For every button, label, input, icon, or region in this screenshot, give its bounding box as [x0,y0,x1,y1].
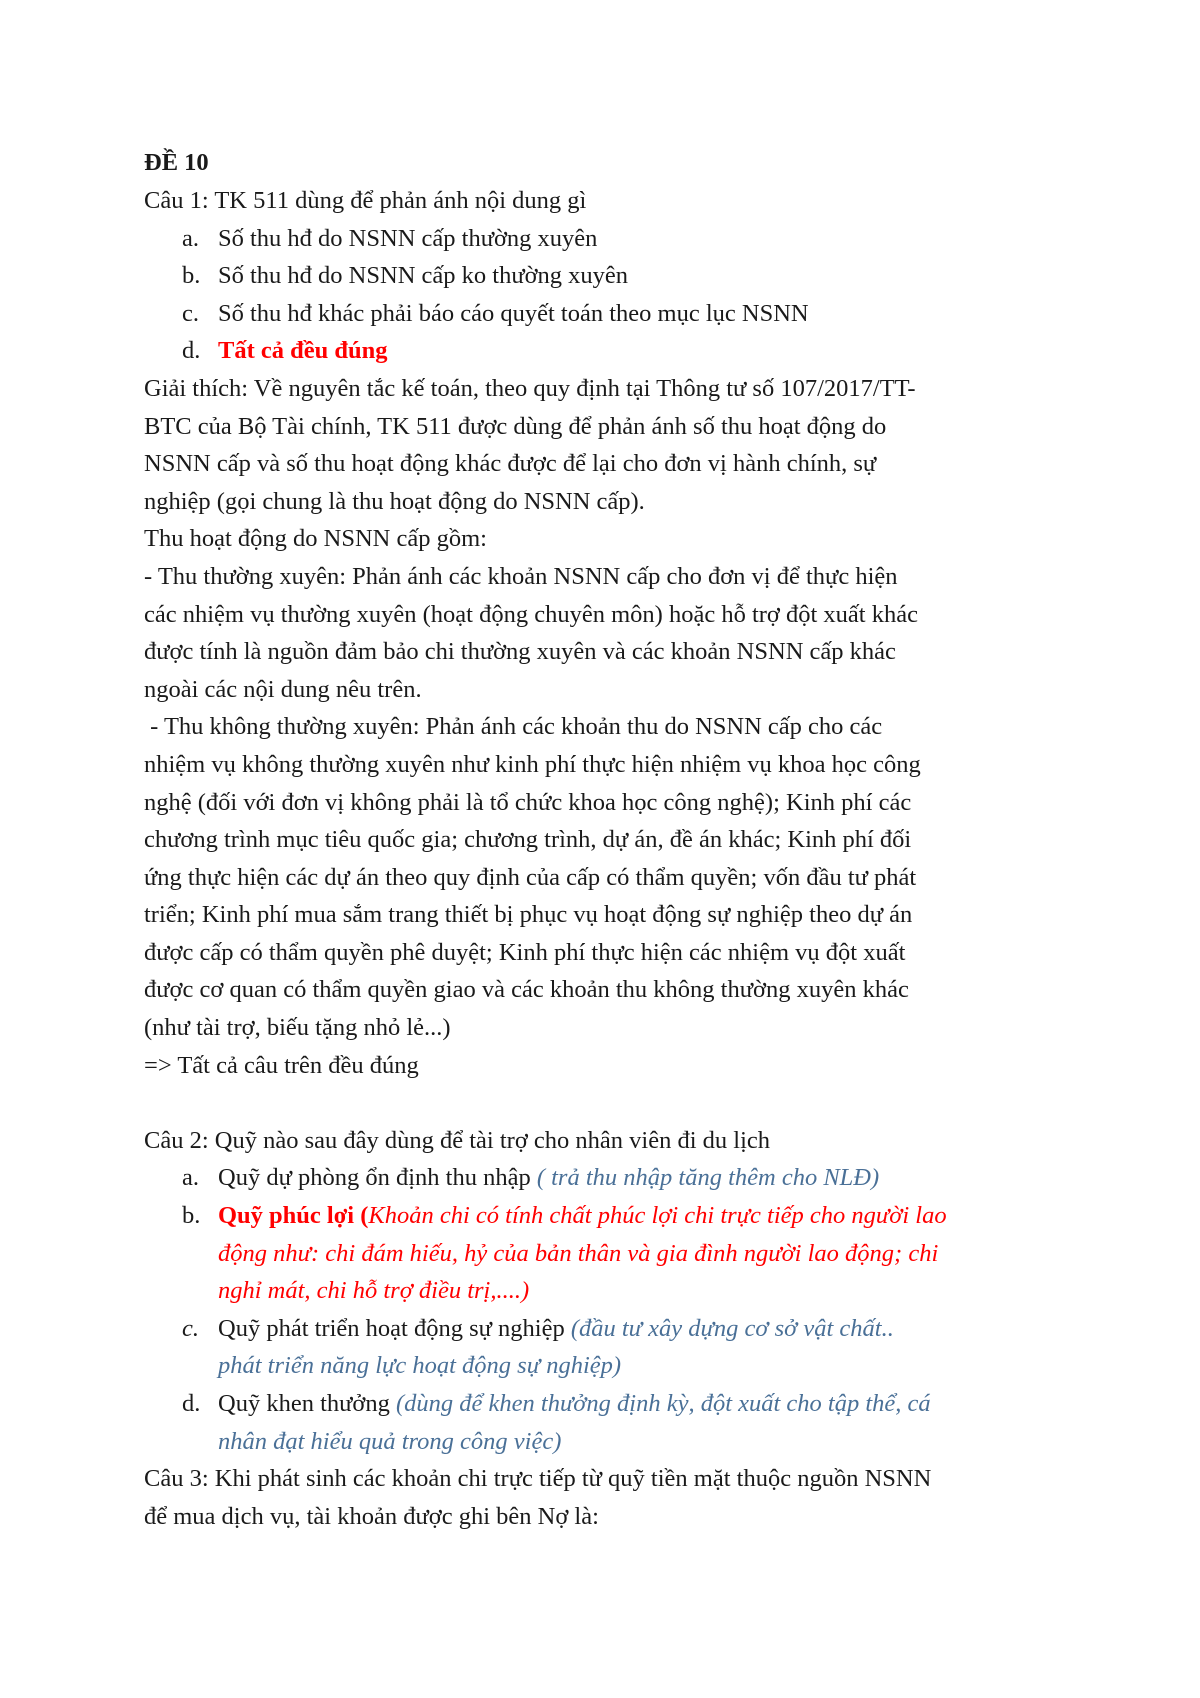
explanation-line: Giải thích: Về nguyên tắc kế toán, theo quy định tại Thông tư số 107/2017/TT- [144,374,916,402]
question-line: Câu 3: Khi phát sinh các khoản chi trực tiếp từ quỹ tiền mặt thuộc nguồn NSNN [144,1465,932,1493]
q1-option-d-correct [144,332,1059,370]
option-marker: a. [182,224,199,252]
question-1: Câu 1: TK 511 dùng để phản ánh nội dung gì [144,187,587,214]
option-text: Số thu hđ do NSNN cấp thường xuyên [218,224,598,252]
option-marker: d. [182,337,201,365]
option-text: Quỹ khen thưởng [218,1390,396,1417]
paragraph-line: được tính là nguồn đảm bảo chi thường xuyên và các khoản NSNN cấp khác [144,638,896,666]
option-line [218,1197,1059,1235]
blank-line [144,1084,1059,1122]
paragraph-line: được cấp có thẩm quyền phê duyệt; Kinh phí thực hiện các nhiệm vụ đột xuất [144,938,906,966]
paragraph-line: (như tài trợ, biếu tặng nhỏ lẻ...) [144,1014,451,1042]
q2-option-b-correct [144,1197,1059,1310]
option-marker: b. [182,262,201,290]
option-note-line: phát triển năng lực hoạt động sự nghiệp) [218,1352,622,1380]
option-marker: c. [182,1314,199,1342]
option-line [218,1385,1059,1423]
question-3 [144,1460,1059,1535]
explanation-line: NSNN cấp và số thu hoạt động khác được để lại cho đơn vị hành chính, sự [144,450,877,478]
option-note-line: nghỉ mát, chi hỗ trợ điều trị,....) [218,1277,530,1305]
question-2: Câu 2: Quỹ nào sau đây dùng để tài trợ cho nhân viên đi du lịch [144,1126,771,1154]
q2-option-c [144,1310,1059,1385]
option-marker: c. [182,299,199,327]
option-text: Quỹ phát triển hoạt động sự nghiệp [218,1314,571,1342]
q2-option-d [144,1385,1059,1460]
paragraph-line: các nhiệm vụ thường xuyên (hoạt động chuyên môn) hoặc hỗ trợ đột xuất khác [144,600,918,628]
option-text: Số thu hđ khác phải báo cáo quyết toán theo mục lục NSNN [218,299,809,327]
option-marker: d. [182,1390,201,1417]
question-line: để mua dịch vụ, tài khoản được ghi bên Nợ là: [144,1502,599,1530]
option-text: Số thu hđ do NSNN cấp ko thường xuyên [218,262,629,290]
paragraph-line: ngoài các nội dung nêu trên. [144,675,422,703]
paragraph-line: ứng thực hiện các dự án theo quy định của cấp có thẩm quyền; vốn đầu tư phát [144,863,917,891]
option-body [218,1385,1059,1460]
q1-option-c [144,295,1059,333]
option-note-line: nhân đạt hiểu quả trong công việc) [218,1427,562,1455]
q2-option-a [144,1159,1059,1197]
paragraph-line: - Thu không thường xuyên: Phản ánh các khoản thu do NSNN cấp cho các [144,713,883,741]
option-body [218,1159,1059,1197]
paragraph-line: được cơ quan có thẩm quyền giao và các khoản thu không thường xuyên khác [144,976,909,1004]
option-body [218,1197,1059,1310]
option-marker: b. [182,1202,201,1230]
q1-option-a [144,220,1059,258]
correct-answer-text: Quỹ phúc lợi ( [218,1202,369,1230]
paragraph-line: nghệ (đối với đơn vị không phải là tổ chức khoa học công nghệ); Kinh phí các [144,788,912,816]
q1-explanation [144,370,1059,520]
paragraph-line: - Thu thường xuyên: Phản ánh các khoản NSNN cấp cho đơn vị để thực hiện [144,562,898,590]
paragraph-line: triển; Kinh phí mua sắm trang thiết bị phục vụ hoạt động sự nghiệp theo dự án [144,901,913,929]
option-note-line: động như: chi đám hiếu, hỷ của bản thân và gia đình người lao động; chi [218,1239,939,1267]
q1-conclusion: => Tất cả câu trên đều đúng [144,1051,419,1079]
option-text: Quỹ dự phòng ổn định thu nhập [218,1164,537,1192]
paragraph-line: nhiệm vụ không thường xuyên như kinh phí thực hiện nhiệm vụ khoa học công [144,750,921,778]
q1-irregular-income [144,708,1059,1046]
option-note: (dùng để khen thưởng định kỳ, đột xuất cho tập thể, cá [395,1390,931,1417]
paragraph-line: chương trình mục tiêu quốc gia; chương trình, dự án, đề án khác; Kinh phí đối [144,826,912,854]
q1-summary-heading: Thu hoạt động do NSNN cấp gồm: [144,525,487,553]
explanation-line: nghiệp (gọi chung là thu hoạt động do NSNN cấp). [144,487,645,515]
option-body [218,1310,1059,1385]
q1-option-b [144,257,1059,295]
document-body [144,144,1059,1535]
option-line [218,1310,1059,1348]
option-note: ( trả thu nhập tăng thêm cho NLĐ) [536,1164,880,1192]
correct-answer-text: Tất cả đều đúng [218,337,388,365]
option-marker: a. [182,1164,199,1192]
option-note: (đầu tư xây dựng cơ sở vật chất.. [570,1314,894,1342]
option-note: Khoản chi có tính chất phúc lợi chi trực tiếp cho người lao [368,1202,947,1230]
document-title: ĐỀ 10 [144,149,209,176]
explanation-line: BTC của Bộ Tài chính, TK 511 được dùng để phản ánh số thu hoạt động do [144,412,887,440]
q1-regular-income [144,558,1059,708]
